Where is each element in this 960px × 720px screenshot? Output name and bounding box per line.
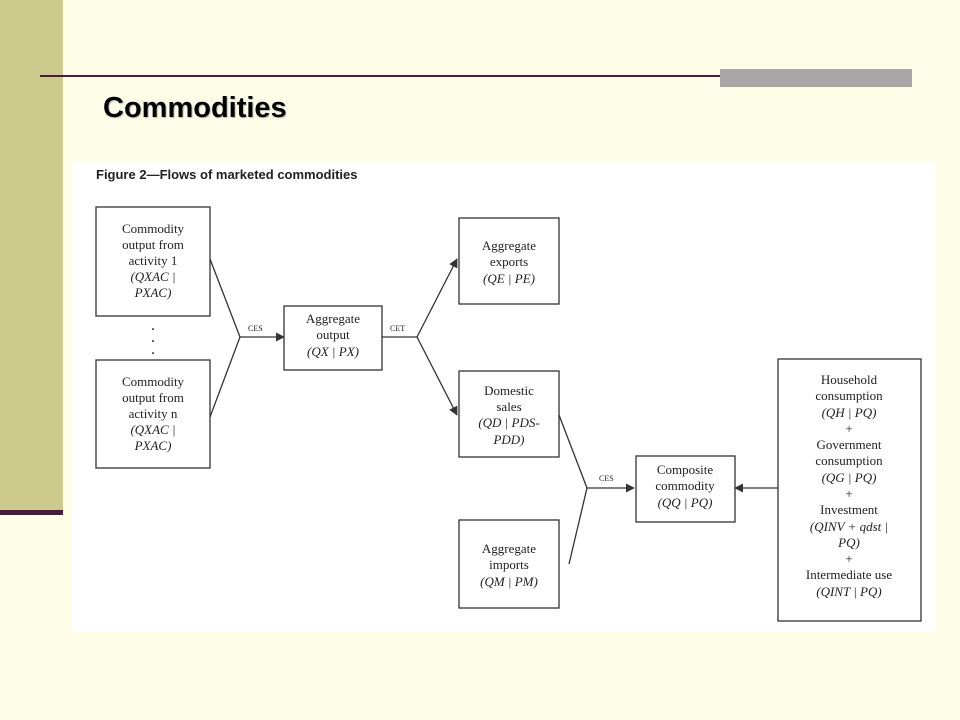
box-aggregate-imports-text: Aggregate imports (QM | PM) [480,541,538,589]
flow-figure [72,162,936,632]
box-aggregate-output [284,306,382,370]
side-bar-accent [0,510,63,515]
ces-label-1: CES [248,324,263,333]
box-aggregate-imports [459,520,559,608]
slide-title: Commodities [103,92,287,124]
box-commodity-uses-text: Household consumption (QH | PQ) + Government consumption (QG | PQ) + Investment (QINV + qdst | PQ) + Intermediate use (QINT | PQ) [805,372,893,599]
box-domestic-sales [459,371,559,457]
box-domestic-sales-text: Domestic sales (QD | PDS-PDD) [478,383,540,447]
ellipsis-dot-1: . [151,317,155,334]
ellipsis-dot-3: . [151,341,155,358]
arrow-to-exports [417,259,457,337]
connector-domestic-ces [559,415,587,488]
cet-label: CET [390,324,406,333]
box-activity-n [96,360,210,468]
box-activity-1 [96,207,210,316]
box-aggregate-exports-text: Aggregate exports (QE | PE) [481,238,537,286]
box-activity-n-text: Commodity output from activity n (QXAC | PXAC) [121,374,185,453]
flow-diagram [72,162,936,632]
box-composite-commodity [636,456,735,522]
figure-caption: Figure 2—Flows of marketed commodities [96,167,358,182]
box-aggregate-output-text: Aggregate output (QX | PX) [305,311,361,359]
box-composite-commodity-text: Composite commodity (QQ | PQ) [655,462,715,510]
ces-label-2: CES [599,474,614,483]
connector-imports-ces [569,488,587,564]
arrow-to-domestic-sales [417,337,457,415]
box-commodity-uses [778,359,921,621]
title-rule-block [720,69,912,87]
connector-activity1-ces [210,259,240,337]
connector-activityn-ces [210,337,240,417]
box-aggregate-exports [459,218,559,304]
box-activity-1-text: Commodity output from activity 1 (QXAC | PXAC) [121,221,185,300]
ellipsis-dots [151,317,155,358]
ellipsis-dot-2: . [151,329,155,346]
